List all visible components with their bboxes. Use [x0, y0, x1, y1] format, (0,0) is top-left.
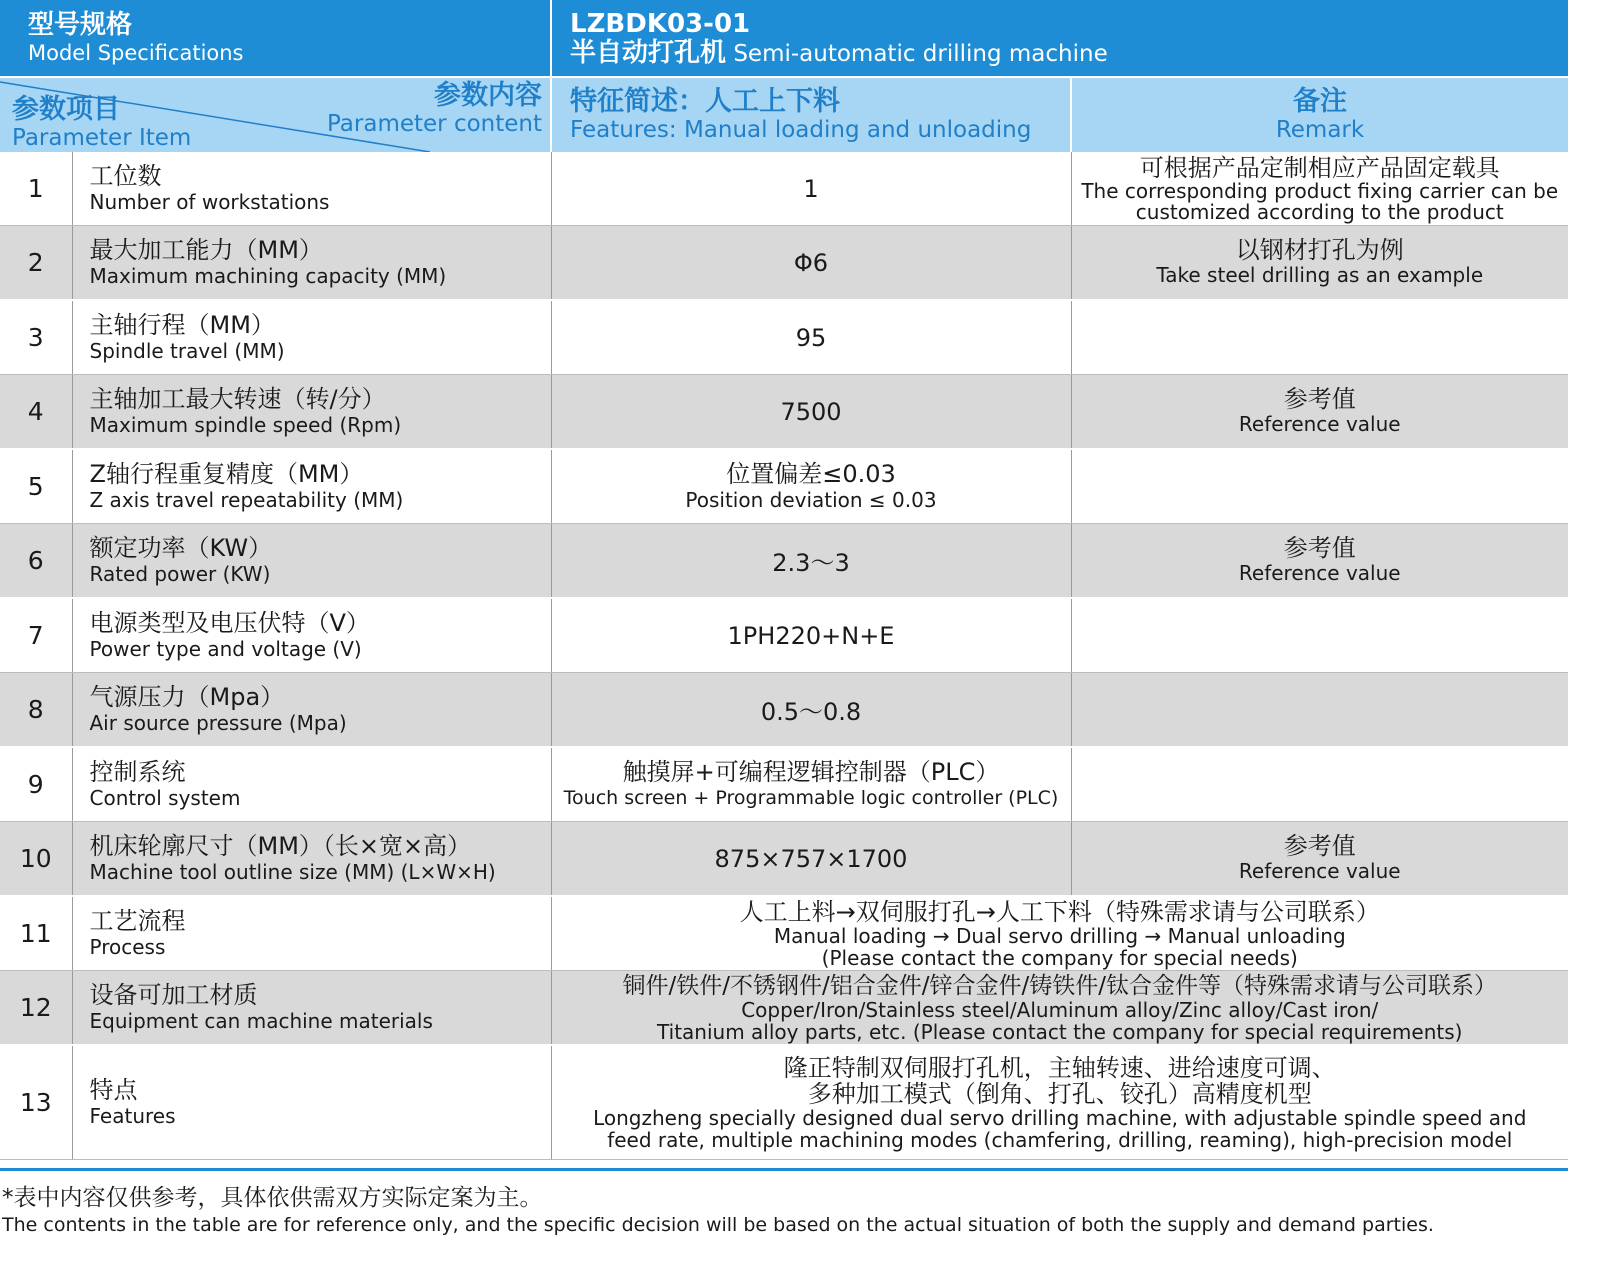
- param-cell: [72, 896, 551, 971]
- remark-cn: 以钢材打孔为例: [1235, 236, 1404, 264]
- diagonal-header-cell: [0, 77, 551, 152]
- param-content-en: Parameter content: [326, 111, 542, 137]
- value-cell: [551, 822, 1071, 897]
- remark-en: Take steel drilling as an example: [1156, 263, 1484, 287]
- param-cell: [72, 598, 551, 673]
- value-text: 0.5～0.8: [760, 698, 862, 726]
- param-cell: [72, 822, 551, 897]
- value-text: 875×757×1700: [714, 844, 908, 873]
- remark-cell: [1071, 598, 1568, 673]
- remark-en: Reference value: [1238, 859, 1401, 883]
- row-number: 6: [0, 524, 72, 599]
- row-number: 7: [0, 598, 72, 673]
- table-row: [0, 152, 1568, 226]
- model-spec-en: Model Specifications: [28, 41, 244, 65]
- table-row: [0, 524, 1568, 599]
- param-en: Process: [89, 935, 166, 959]
- value-cell: [551, 152, 1071, 226]
- row-number: 11: [0, 896, 72, 971]
- merged-value-cell: [551, 896, 1568, 971]
- row-number: 4: [0, 375, 72, 450]
- value-cell: [551, 449, 1071, 524]
- column-header-row: [0, 77, 1568, 152]
- footnote-cn: *表中内容仅供参考，具体依供需双方实际定案为主。: [2, 1185, 543, 1211]
- value-text: 7500: [780, 397, 842, 426]
- table-row: [0, 822, 1568, 897]
- remark-cell: [1071, 673, 1568, 748]
- param-item-en: Parameter Item: [12, 125, 192, 151]
- table-row: [0, 747, 1568, 822]
- param-en: Control system: [89, 786, 241, 810]
- value-en: Titanium alloy parts, etc. (Please contact the company for special requirements): [657, 1019, 1463, 1044]
- param-cell: [72, 226, 551, 301]
- machine-name-cn: 半自动打孔机: [570, 37, 727, 68]
- param-cn: 机床轮廓尺寸（MM）（长×宽×高）: [89, 832, 472, 860]
- row-number: 12: [0, 971, 72, 1046]
- value-cn: 铜件/铁件/不锈钢件/铝合金件/锌合金件/铸铁件/钛合金件等（特殊需求请与公司联系）: [622, 972, 1497, 999]
- value-cell: [551, 524, 1071, 599]
- param-cell: [72, 449, 551, 524]
- param-cell: [72, 524, 551, 599]
- value-text: Φ6: [793, 248, 829, 277]
- machine-name-en: Semi-automatic drilling machine: [733, 40, 1108, 67]
- remark-cell: [1071, 152, 1568, 226]
- remark-en: The corresponding product fixing carrier can be: [1081, 178, 1559, 203]
- table-row: [0, 673, 1568, 748]
- remark-cn: 参考值: [1283, 534, 1356, 562]
- remark-cell: [1071, 449, 1568, 524]
- value-en: Longzheng specially designed dual servo drilling machine, with adjustable spindle speed and: [593, 1105, 1527, 1130]
- param-cn: 额定功率（KW）: [89, 534, 273, 562]
- remark-en: Reference value: [1238, 412, 1401, 436]
- table-bottom-rule: [0, 1168, 1568, 1171]
- footnote: [2, 1184, 1568, 1238]
- param-item-cn: 参数项目: [12, 94, 120, 125]
- param-en: Power type and voltage (V): [89, 637, 362, 661]
- value-en: feed rate, multiple machining modes (chamfering, drilling, reaming), high-precision model: [607, 1127, 1513, 1152]
- param-en: Number of workstations: [89, 190, 330, 214]
- remark-en: Reference value: [1238, 561, 1401, 585]
- value-cn: 位置偏差≤0.03: [726, 460, 896, 488]
- value-text: 95: [795, 323, 827, 352]
- value-en: (Please contact the company for special needs): [821, 945, 1298, 970]
- value-en: Manual loading → Dual servo drilling → Manual unloading: [773, 923, 1346, 948]
- value-cn: 人工上料→双伺服打孔→人工下料（特殊需求请与公司联系）: [739, 897, 1380, 926]
- row-number: 3: [0, 300, 72, 375]
- remark-cn: 参考值: [1283, 832, 1356, 860]
- param-en: Equipment can machine materials: [89, 1009, 433, 1033]
- remark-en: customized according to the product: [1135, 199, 1504, 224]
- features-en: Features: Manual loading and unloading: [570, 117, 1032, 143]
- param-cell: [72, 1045, 551, 1160]
- value-cell: [551, 226, 1071, 301]
- param-cell: [72, 971, 551, 1046]
- features-header: [551, 77, 1071, 152]
- param-en: Maximum spindle speed (Rpm): [89, 413, 402, 437]
- param-cn: 主轴行程（MM）: [89, 311, 275, 339]
- value-cn: 触摸屏+可编程逻辑控制器（PLC）: [622, 758, 1000, 786]
- param-cn: 特点: [89, 1076, 138, 1104]
- remark-cell: [1071, 300, 1568, 375]
- table-row: [0, 449, 1568, 524]
- table-row: [0, 226, 1568, 301]
- footnote-en: The contents in the table are for reference only, and the specific decision will be based on the actual situation of both the supply and demand parties.: [2, 1214, 1434, 1236]
- param-en: Spindle travel (MM): [89, 339, 285, 363]
- merged-value-cell: [551, 971, 1568, 1046]
- param-en: Z axis travel repeatability (MM): [89, 488, 404, 512]
- value-cell: [551, 598, 1071, 673]
- remark-cn: 参考值: [1283, 385, 1356, 413]
- value-en: Position deviation ≤ 0.03: [685, 488, 937, 512]
- param-cell: [72, 747, 551, 822]
- row-number: 8: [0, 673, 72, 748]
- table-row: [0, 1045, 1568, 1160]
- row-number: 2: [0, 226, 72, 301]
- row-number: 13: [0, 1045, 72, 1160]
- param-cn: 工位数: [89, 162, 162, 190]
- param-cell: [72, 300, 551, 375]
- remark-cell: [1071, 747, 1568, 822]
- param-cn: 设备可加工材质: [89, 981, 258, 1009]
- param-cn: 气源压力（Mpa）: [89, 683, 285, 711]
- row-number: 5: [0, 449, 72, 524]
- table-row: [0, 300, 1568, 375]
- param-cn: 控制系统: [89, 758, 186, 786]
- param-en: Machine tool outline size (MM) (L×W×H): [89, 860, 496, 884]
- table-row: [0, 896, 1568, 971]
- remark-cn: 备注: [1293, 86, 1347, 117]
- param-cn: 电源类型及电压伏特（V）: [89, 609, 370, 637]
- param-cell: [72, 152, 551, 226]
- param-en: Features: [89, 1104, 176, 1128]
- value-text: 1: [803, 174, 819, 203]
- remark-cell: [1071, 524, 1568, 599]
- value-cn: 隆正特制双伺服打孔机，主轴转速、进给速度可调、: [783, 1053, 1336, 1082]
- value-text: 2.3～3: [772, 549, 850, 577]
- remark-cell: [1071, 375, 1568, 450]
- param-cn: 工艺流程: [89, 907, 186, 935]
- param-cn: 主轴加工最大转速（转/分）: [89, 385, 386, 413]
- table-row: [0, 375, 1568, 450]
- remark-cn: 可根据产品定制相应产品固定载具: [1139, 153, 1500, 182]
- value-cell: [551, 300, 1071, 375]
- param-content-cn: 参数内容: [434, 80, 542, 111]
- merged-value-cell: [551, 1045, 1568, 1160]
- model-code: LZBDK03-01: [570, 8, 751, 39]
- remark-cell: [1071, 822, 1568, 897]
- row-number: 9: [0, 747, 72, 822]
- table-row: [0, 598, 1568, 673]
- model-spec-cell: [0, 0, 551, 77]
- value-cell: [551, 375, 1071, 450]
- param-cell: [72, 673, 551, 748]
- model-spec-cn: 型号规格: [28, 10, 133, 40]
- row-number: 1: [0, 152, 72, 226]
- param-en: Maximum machining capacity (MM): [89, 264, 447, 288]
- title-row: [0, 0, 1568, 77]
- value-en: Touch screen + Programmable logic controller (PLC): [563, 787, 1059, 809]
- value-cn: 多种加工模式（倒角、打孔、铰孔）高精度机型: [807, 1079, 1312, 1108]
- param-cell: [72, 375, 551, 450]
- row-number: 10: [0, 822, 72, 897]
- param-en: Rated power (KW): [89, 562, 271, 586]
- param-en: Air source pressure (Mpa): [89, 711, 347, 735]
- value-text: 1PH220+N+E: [727, 621, 895, 650]
- param-cn: Z轴行程重复精度（MM）: [89, 460, 364, 488]
- model-name-cell: [551, 0, 1568, 77]
- value-en: Copper/Iron/Stainless steel/Aluminum alloy/Zinc alloy/Cast iron/: [741, 997, 1379, 1022]
- remark-header: [1071, 77, 1568, 152]
- table-row: [0, 971, 1568, 1046]
- param-cn: 最大加工能力（MM）: [89, 236, 323, 264]
- value-cell: [551, 673, 1071, 748]
- features-cn: 特征简述：人工上下料: [570, 86, 840, 117]
- remark-en: Remark: [1275, 117, 1365, 143]
- remark-cell: [1071, 226, 1568, 301]
- value-cell: [551, 747, 1071, 822]
